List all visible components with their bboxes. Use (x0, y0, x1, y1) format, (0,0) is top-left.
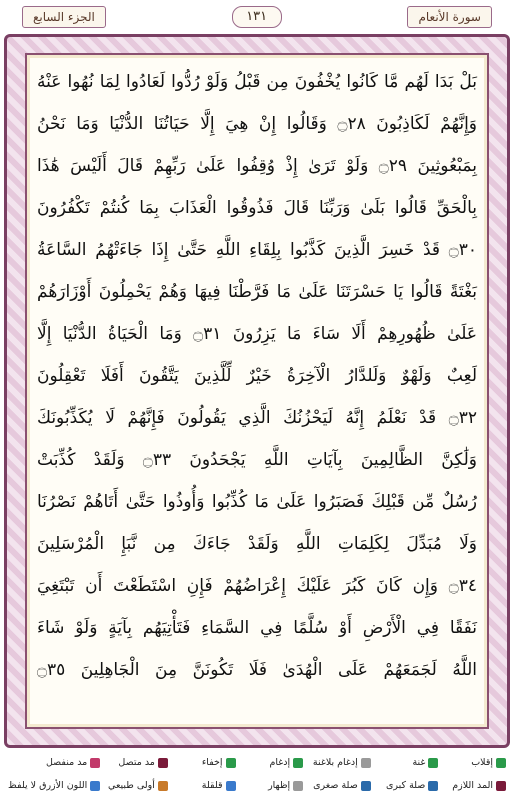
legend-item (375, 752, 439, 773)
page-header (0, 0, 514, 34)
legend-label: صلة كبرى (385, 780, 426, 791)
legend-label: غنة (412, 757, 426, 768)
legend-swatch (90, 758, 100, 768)
legend-item (8, 775, 100, 796)
verse-line: اللَّهُ لَجَمَعَهُمْ عَلَى الْهُدَىٰ فَلَا تَكُونَنَّ مِنَ الْجَاهِلِينَ ۝٣٥ (37, 660, 477, 680)
verse-line: وَإِنَّهُمْ لَكَاذِبُونَ ۝٢٨ وَقَالُوا إِنْ هِيَ إِلَّا حَيَاتُنَا الدُّنْيَا وَمَا نَحْنُ (37, 114, 478, 134)
legend-swatch (428, 781, 438, 791)
legend-label: صلة صغرى (313, 780, 358, 791)
verse-line: عَلَىٰ ظُهُورِهِمْ أَلَا سَاءَ مَا يَزِرُونَ ۝٣١ وَمَا الْحَيَاةُ الدُّنْيَا إِلَّا (37, 324, 477, 344)
legend-swatch (226, 781, 236, 791)
legend-label: إدغام بلاغنة (312, 757, 358, 768)
verse-line: رُسُلٌ مِّن قَبْلِكَ فَصَبَرُوا عَلَىٰ مَا كُذِّبُوا وَأُوذُوا حَتَّىٰ أَتَاهُمْ نَصْرُنَا (37, 492, 477, 512)
legend-swatch (158, 781, 168, 791)
legend-label: اللون الأزرق لا يلفظ (8, 780, 88, 791)
legend-label: أولى طبيعي (108, 780, 155, 791)
legend-label: إخفاء (201, 757, 223, 768)
legend-item (307, 752, 371, 773)
verse-lines (37, 61, 477, 721)
legend-item (240, 775, 304, 796)
legend-item (172, 775, 236, 796)
verse-line: وَلَٰكِنَّ الظَّالِمِينَ بِآيَاتِ اللَّهِ يَجْحَدُونَ ۝٣٣ وَلَقَدْ كُذِّبَتْ (37, 450, 477, 470)
legend-item (104, 752, 168, 773)
legend-label: إقلاب (471, 757, 493, 768)
legend-label: إدغام (269, 757, 291, 768)
legend-item (307, 775, 371, 796)
legend-item (172, 752, 236, 773)
legend-swatch (496, 781, 506, 791)
legend-item (104, 775, 168, 796)
legend-label: مد منفصل (45, 757, 88, 768)
legend-swatch (361, 781, 371, 791)
legend-item (375, 775, 439, 796)
verse-line: بِمَبْعُوثِينَ ۝٢٩ وَلَوْ تَرَىٰ إِذْ وُقِفُوا عَلَىٰ رَبِّهِمْ قَالَ أَلَيْسَ هَٰذَا (37, 156, 477, 176)
legend-label: قلقلة (201, 780, 223, 791)
verse-line: ۝٣٤ وَإِن كَانَ كَبُرَ عَلَيْكَ إِعْرَاضُهُمْ فَإِنِ اسْتَطَعْتَ أَن تَبْتَغِيَ (37, 576, 477, 596)
legend-swatch (226, 758, 236, 768)
legend-label: مد متصل (118, 757, 155, 768)
surah-label: سورة الأنعام (407, 6, 492, 28)
verse-line: بَلْ بَدَا لَهُم مَّا كَانُوا يُخْفُونَ مِن قَبْلُ وَلَوْ رُدُّوا لَعَادُوا لِمَا نُهُوا عَنْهُ (37, 72, 477, 92)
verse-line: نَفَقًا فِي الْأَرْضِ أَوْ سُلَّمًا فِي السَّمَاءِ فَتَأْتِيَهُم بِآيَةٍ وَلَوْ شَاءَ (37, 618, 477, 638)
legend-label: إظهار (268, 780, 291, 791)
legend-item (442, 752, 506, 773)
text-panel (25, 53, 489, 729)
verse-line: لَعِبٌ وَلَهْوٌ وَلَلدَّارُ الْآخِرَةُ خَيْرٌ لِّلَّذِينَ يَتَّقُونَ أَفَلَا تَعْقِلُونَ (37, 366, 477, 386)
verse-line: ۝٣٢ قَدْ نَعْلَمُ إِنَّهُ لَيَحْزُنُكَ الَّذِي يَقُولُونَ فَإِنَّهُمْ لَا يُكَذِّبُونَكَ (37, 408, 477, 428)
legend-swatch (90, 781, 100, 791)
verse-line: وَلَا مُبَدِّلَ لِكَلِمَاتِ اللَّهِ وَلَقَدْ جَاءَكَ مِن نَّبَإِ الْمُرْسَلِينَ (37, 534, 477, 554)
verse-line: بَغْتَةً قَالُوا يَا حَسْرَتَنَا عَلَىٰ مَا فَرَّطْنَا فِيهَا وَهُمْ يَحْمِلُونَ أَوْزَارَهُمْ (37, 282, 477, 302)
legend-swatch (158, 758, 168, 768)
ornamental-frame (4, 34, 510, 748)
verse-line: ۝٣٠ قَدْ خَسِرَ الَّذِينَ كَذَّبُوا بِلِقَاءِ اللَّهِ حَتَّىٰ إِذَا جَاءَتْهُمُ السَّاعَةُ (37, 240, 477, 260)
legend-label: المد اللازم (452, 780, 493, 791)
legend-item (8, 752, 100, 773)
legend-swatch (293, 758, 303, 768)
juz-label: الجزء السابع (22, 6, 106, 28)
verse-line: بِالْحَقِّ قَالُوا بَلَىٰ وَرَبِّنَا قَالَ فَذُوقُوا الْعَذَابَ بِمَا كُنتُمْ تَكْفُرُونَ (37, 198, 477, 218)
legend-swatch (361, 758, 371, 768)
legend-item (442, 775, 506, 796)
page-number: ١٣١ (232, 6, 282, 28)
legend-swatch (293, 781, 303, 791)
legend-swatch (428, 758, 438, 768)
legend-swatch (496, 758, 506, 768)
legend-item (240, 752, 304, 773)
tajweed-legend (8, 752, 506, 796)
